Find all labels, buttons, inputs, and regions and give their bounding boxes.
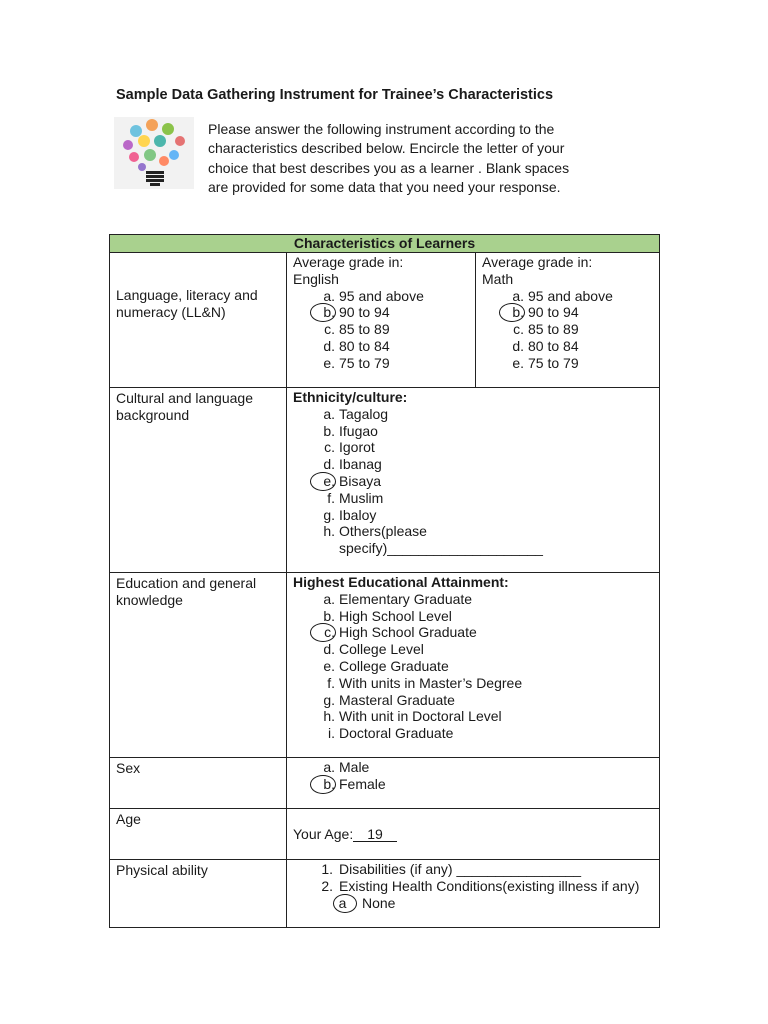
option-item[interactable]: a. Tagalog (323, 405, 389, 422)
sex-cell (287, 758, 660, 809)
age-prompt: Your Age: (293, 826, 354, 842)
option-item[interactable]: d. 80 to 84 (323, 337, 390, 354)
list-item[interactable]: 1. Disabilities (if any) ________________ (321, 861, 582, 877)
option-item-selected[interactable]: e. Bisaya (293, 473, 659, 490)
math-grade-cell: Average grade in: Math a. 95 and above b. 90 to 94 c. 85 to 89 d. 80 to 84 e. 75 to 79 (476, 253, 660, 388)
option-item[interactable]: d. College Level (323, 641, 424, 658)
lightbulb-icon (114, 117, 194, 189)
instructions-text: Please answer the following instrument according to the characteristics described below. Encircle the letter of your choice that best describes you as a learner . Blank spaces are provided for some data that you need your response. (208, 121, 570, 195)
option-item-selected[interactable]: b. 90 to 94 (482, 304, 659, 321)
row-label-sex: Sex (110, 758, 287, 809)
option-item-selected[interactable]: b. Female (293, 776, 659, 793)
option-item[interactable]: c. Igorot (324, 439, 375, 456)
option-item[interactable]: c. 85 to 89 (324, 321, 390, 338)
table-header: Characteristics of Learners (110, 235, 660, 253)
characteristics-table (109, 234, 660, 928)
option-item-selected[interactable]: a None (293, 895, 659, 912)
row-label-physical: Physical ability (110, 860, 287, 928)
option-item[interactable]: d. 80 to 84 (512, 337, 579, 354)
option-item[interactable]: a. Elementary Graduate (323, 590, 473, 607)
list-item[interactable]: 2. Existing Health Conditions(existing illness if any) (321, 877, 640, 894)
option-item[interactable]: g. Ibaloy (323, 506, 377, 523)
specify-blank[interactable]: specify)____________________ (339, 540, 543, 557)
row-label-education: Education and general knowledge (110, 573, 287, 758)
age-cell (287, 809, 660, 860)
option-item[interactable]: b. Ifugao (323, 422, 378, 439)
age-value[interactable]: 19 (353, 827, 397, 842)
row-label-culture: Cultural and language background (110, 388, 287, 573)
option-item[interactable]: b. High School Level (323, 607, 452, 624)
option-item[interactable]: a. 95 and above (512, 287, 613, 304)
row-label-lln: Language, literacy and numeracy (LL&N) (110, 253, 287, 388)
english-grade-cell: Average grade in: English a. 95 and above b. 90 to 94 c. 85 to 89 d. 80 to 84 e. 75 to 79 (287, 253, 476, 388)
option-item[interactable]: h. With unit in Doctoral Level (323, 708, 502, 725)
option-item-selected[interactable]: c. High School Graduate (293, 624, 659, 641)
option-item[interactable]: e. 75 to 79 (512, 354, 579, 371)
education-cell: Highest Educational Attainment: a. Elementary Graduate b. High School Level c. High School Graduate d. College Level e. College Graduate f. With units in Master’s Degree g. Masteral Graduate h. With unit in Doctoral Level i. Doctoral Graduate (287, 573, 660, 758)
option-item[interactable]: c. 85 to 89 (513, 321, 579, 338)
option-item[interactable]: e. 75 to 79 (323, 354, 390, 371)
option-item[interactable]: a. 95 and above (323, 287, 424, 304)
option-item[interactable]: h. Others(please (323, 523, 427, 540)
ethnicity-cell: Ethnicity/culture: a. Tagalog b. Ifugao c. Igorot d. Ibanag e. Bisaya f. Muslim g. Ibaloy h. Others(please specify)____________________ (287, 388, 660, 573)
option-item[interactable]: f. Muslim (327, 489, 384, 506)
option-item[interactable]: g. Masteral Graduate (323, 691, 455, 708)
option-item[interactable]: a. Male (323, 759, 370, 775)
option-item[interactable]: e. College Graduate (323, 657, 449, 674)
row-label-age: Age (110, 809, 287, 860)
physical-cell (287, 860, 660, 928)
option-item[interactable]: f. With units in Master’s Degree (327, 674, 523, 691)
option-item-selected[interactable]: b. 90 to 94 (293, 304, 475, 321)
page-title: Sample Data Gathering Instrument for Trainee’s Characteristics (116, 87, 554, 103)
option-item[interactable]: d. Ibanag (323, 456, 382, 473)
option-item[interactable]: i. Doctoral Graduate (328, 725, 454, 742)
